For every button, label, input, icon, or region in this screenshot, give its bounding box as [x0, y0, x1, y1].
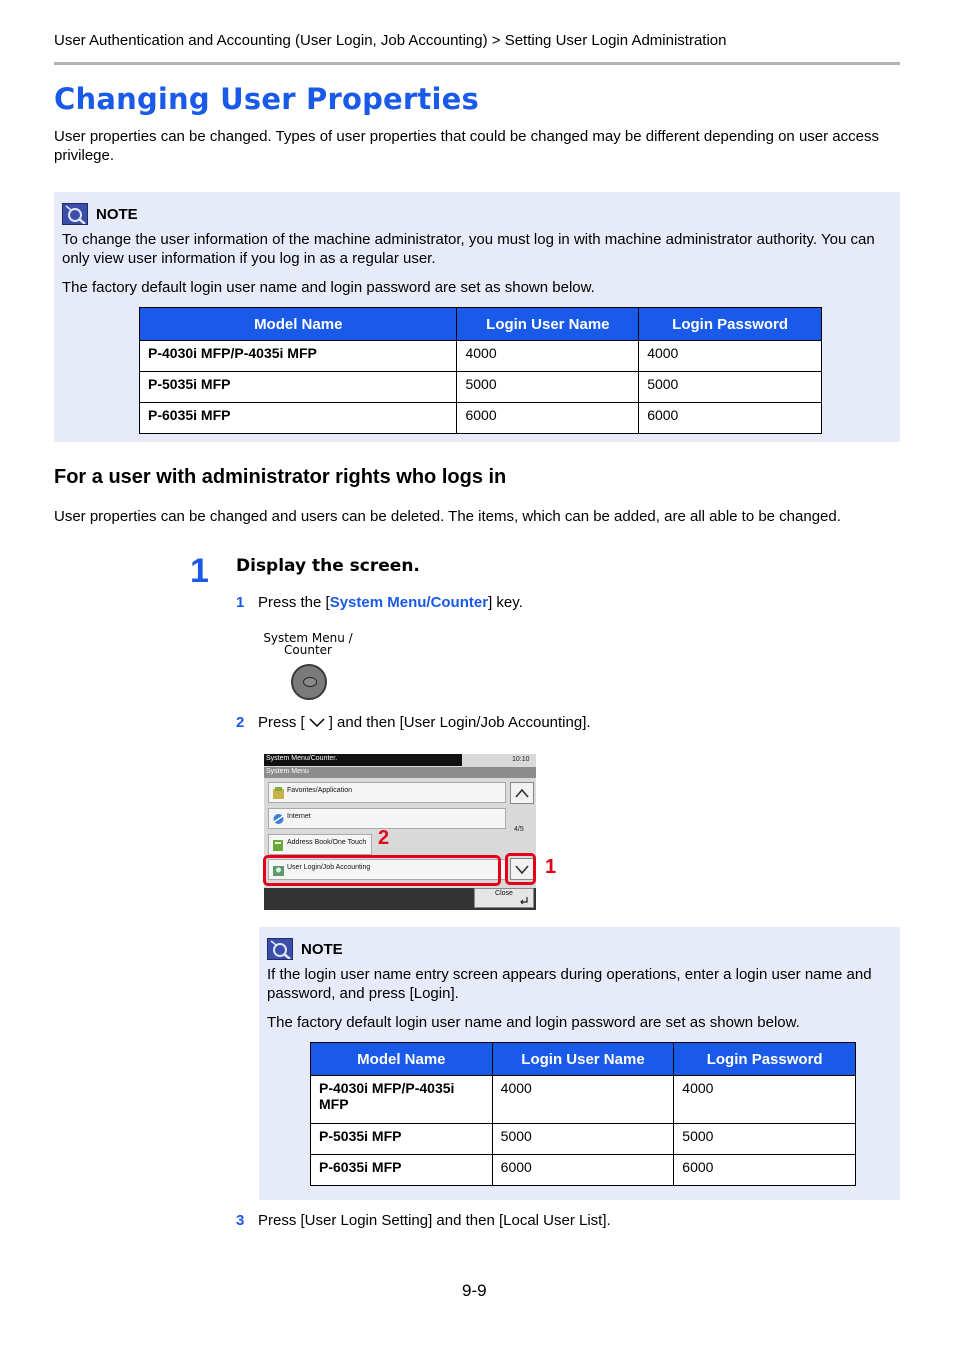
model-name-cell: P-4030i MFP/P-4035i MFP: [140, 341, 457, 372]
page-title: Changing User Properties: [54, 82, 479, 116]
section-heading: For a user with administrator rights who logs in: [54, 466, 507, 488]
page-number: 9-9: [462, 1281, 487, 1300]
menu-item-label: Address Book/One Touch: [287, 839, 367, 846]
note-text-2: The factory default login user name and login password are set as shown below.: [267, 1014, 800, 1031]
key-label-line: System Menu /: [263, 631, 353, 645]
note-header: [267, 938, 343, 960]
login-user-name-cell: 6000: [457, 403, 639, 434]
column-header-model-name: Model Name: [311, 1043, 493, 1076]
key-label-line: Counter: [284, 643, 332, 657]
login-user-name-cell: 6000: [492, 1155, 674, 1186]
address-book-icon: [272, 838, 285, 852]
table-row: [311, 1124, 856, 1155]
touch-panel-screenshot: [264, 754, 536, 910]
login-user-name-cell: 4000: [492, 1076, 674, 1124]
substep-number: 2: [236, 714, 245, 731]
scroll-up-button[interactable]: [510, 782, 534, 804]
login-password-cell: 4000: [639, 341, 822, 372]
step-title: Display the screen.: [236, 556, 420, 576]
substep-text-pre: Press [: [258, 714, 305, 731]
substep-1: [236, 594, 523, 611]
substep-2: [236, 714, 591, 731]
login-password-cell: 6000: [674, 1155, 856, 1186]
highlight-scroll-down: [505, 853, 536, 885]
table-row: [140, 403, 822, 434]
substep-text-pre: Press the [: [258, 594, 330, 611]
callout-number-1: 1: [545, 856, 557, 878]
substep-number: 1: [236, 594, 245, 611]
note-text-1: If the login user name entry screen appears during operations, enter a login user name and password, and press [Login].: [267, 966, 872, 1002]
close-label: Close: [495, 890, 513, 897]
login-user-name-cell: 5000: [457, 372, 639, 403]
system-menu-counter-key[interactable]: [291, 664, 327, 700]
model-name-cell: P-5035i MFP: [140, 372, 457, 403]
menu-item-favorites-application[interactable]: [268, 782, 506, 803]
enter-icon: [519, 897, 529, 905]
note-text-2: The factory default login user name and login password are set as shown below.: [62, 279, 595, 296]
column-header-login-user-name: Login User Name: [457, 308, 639, 341]
close-button[interactable]: [474, 888, 534, 908]
table-row: [140, 341, 822, 372]
callout-number-2: 2: [378, 827, 390, 849]
table-row: [311, 1076, 856, 1124]
highlight-user-login-item: [263, 855, 501, 886]
substep-number: 3: [236, 1212, 245, 1229]
login-user-name-cell: 4000: [457, 341, 639, 372]
system-menu-counter-key-label: [262, 632, 354, 656]
login-password-cell: 5000: [639, 372, 822, 403]
favorites-icon: [272, 786, 285, 800]
column-header-login-user-name: Login User Name: [492, 1043, 674, 1076]
substep-text-post: ] and then [User Login/Job Accounting].: [328, 714, 591, 731]
menu-item-label: Favorites/Application: [287, 787, 352, 794]
screen-title: System Menu/Counter.: [264, 754, 462, 766]
column-header-login-password: Login Password: [674, 1043, 856, 1076]
note-label: NOTE: [96, 205, 138, 223]
note-header: [62, 203, 138, 225]
note-box: [54, 192, 900, 442]
model-name-cell: P-6035i MFP: [140, 403, 457, 434]
intro-paragraph: User properties can be changed. Types of user properties that could be changed may be different depending on user access privilege.: [54, 128, 879, 164]
substep-text-post: ] key.: [488, 594, 523, 611]
screen-subtitle: System Menu: [264, 767, 536, 778]
default-login-table: [310, 1042, 856, 1186]
default-login-table: [139, 307, 822, 434]
column-header-model-name: Model Name: [140, 308, 457, 341]
menu-item-label: User Login/Job Accounting: [287, 864, 371, 871]
header-divider: [54, 62, 900, 65]
login-password-cell: 6000: [639, 403, 822, 434]
login-password-cell: 5000: [674, 1124, 856, 1155]
internet-icon: [272, 812, 285, 826]
login-password-cell: 4000: [674, 1076, 856, 1124]
chevron-down-icon: [307, 717, 327, 729]
column-header-login-password: Login Password: [639, 308, 822, 341]
note-box: [259, 927, 900, 1200]
chevron-up-icon: [511, 783, 533, 803]
section-paragraph: User properties can be changed and users can be deleted. The items, which can be added, are all able to be changed.: [54, 508, 841, 525]
menu-item-internet[interactable]: [268, 808, 506, 829]
note-icon: [267, 938, 293, 960]
model-name-cell: P-4030i MFP/P-4035i MFP: [311, 1076, 493, 1124]
note-text-1: To change the user information of the machine administrator, you must log in with machine administrator authority. You can only view user information if you log in as a regular user.: [62, 231, 875, 267]
note-label: NOTE: [301, 940, 343, 958]
page-indicator: 4/5: [514, 826, 524, 833]
system-menu-counter-key-link[interactable]: System Menu/Counter: [329, 594, 489, 611]
menu-item-label: Internet: [287, 813, 311, 820]
breadcrumb: User Authentication and Accounting (User Login, Job Accounting) > Setting User Login Administration: [54, 32, 727, 49]
table-row: [140, 372, 822, 403]
table-row: [311, 1155, 856, 1186]
model-name-cell: P-5035i MFP: [311, 1124, 493, 1155]
substep-text: Press [User Login Setting] and then [Local User List].: [258, 1212, 611, 1229]
menu-item-address-book[interactable]: [268, 834, 372, 855]
note-icon: [62, 203, 88, 225]
step-number: 1: [190, 552, 209, 590]
model-name-cell: P-6035i MFP: [311, 1155, 493, 1186]
substep-3: [236, 1212, 611, 1229]
screen-time: 10:10: [512, 756, 530, 763]
login-user-name-cell: 5000: [492, 1124, 674, 1155]
